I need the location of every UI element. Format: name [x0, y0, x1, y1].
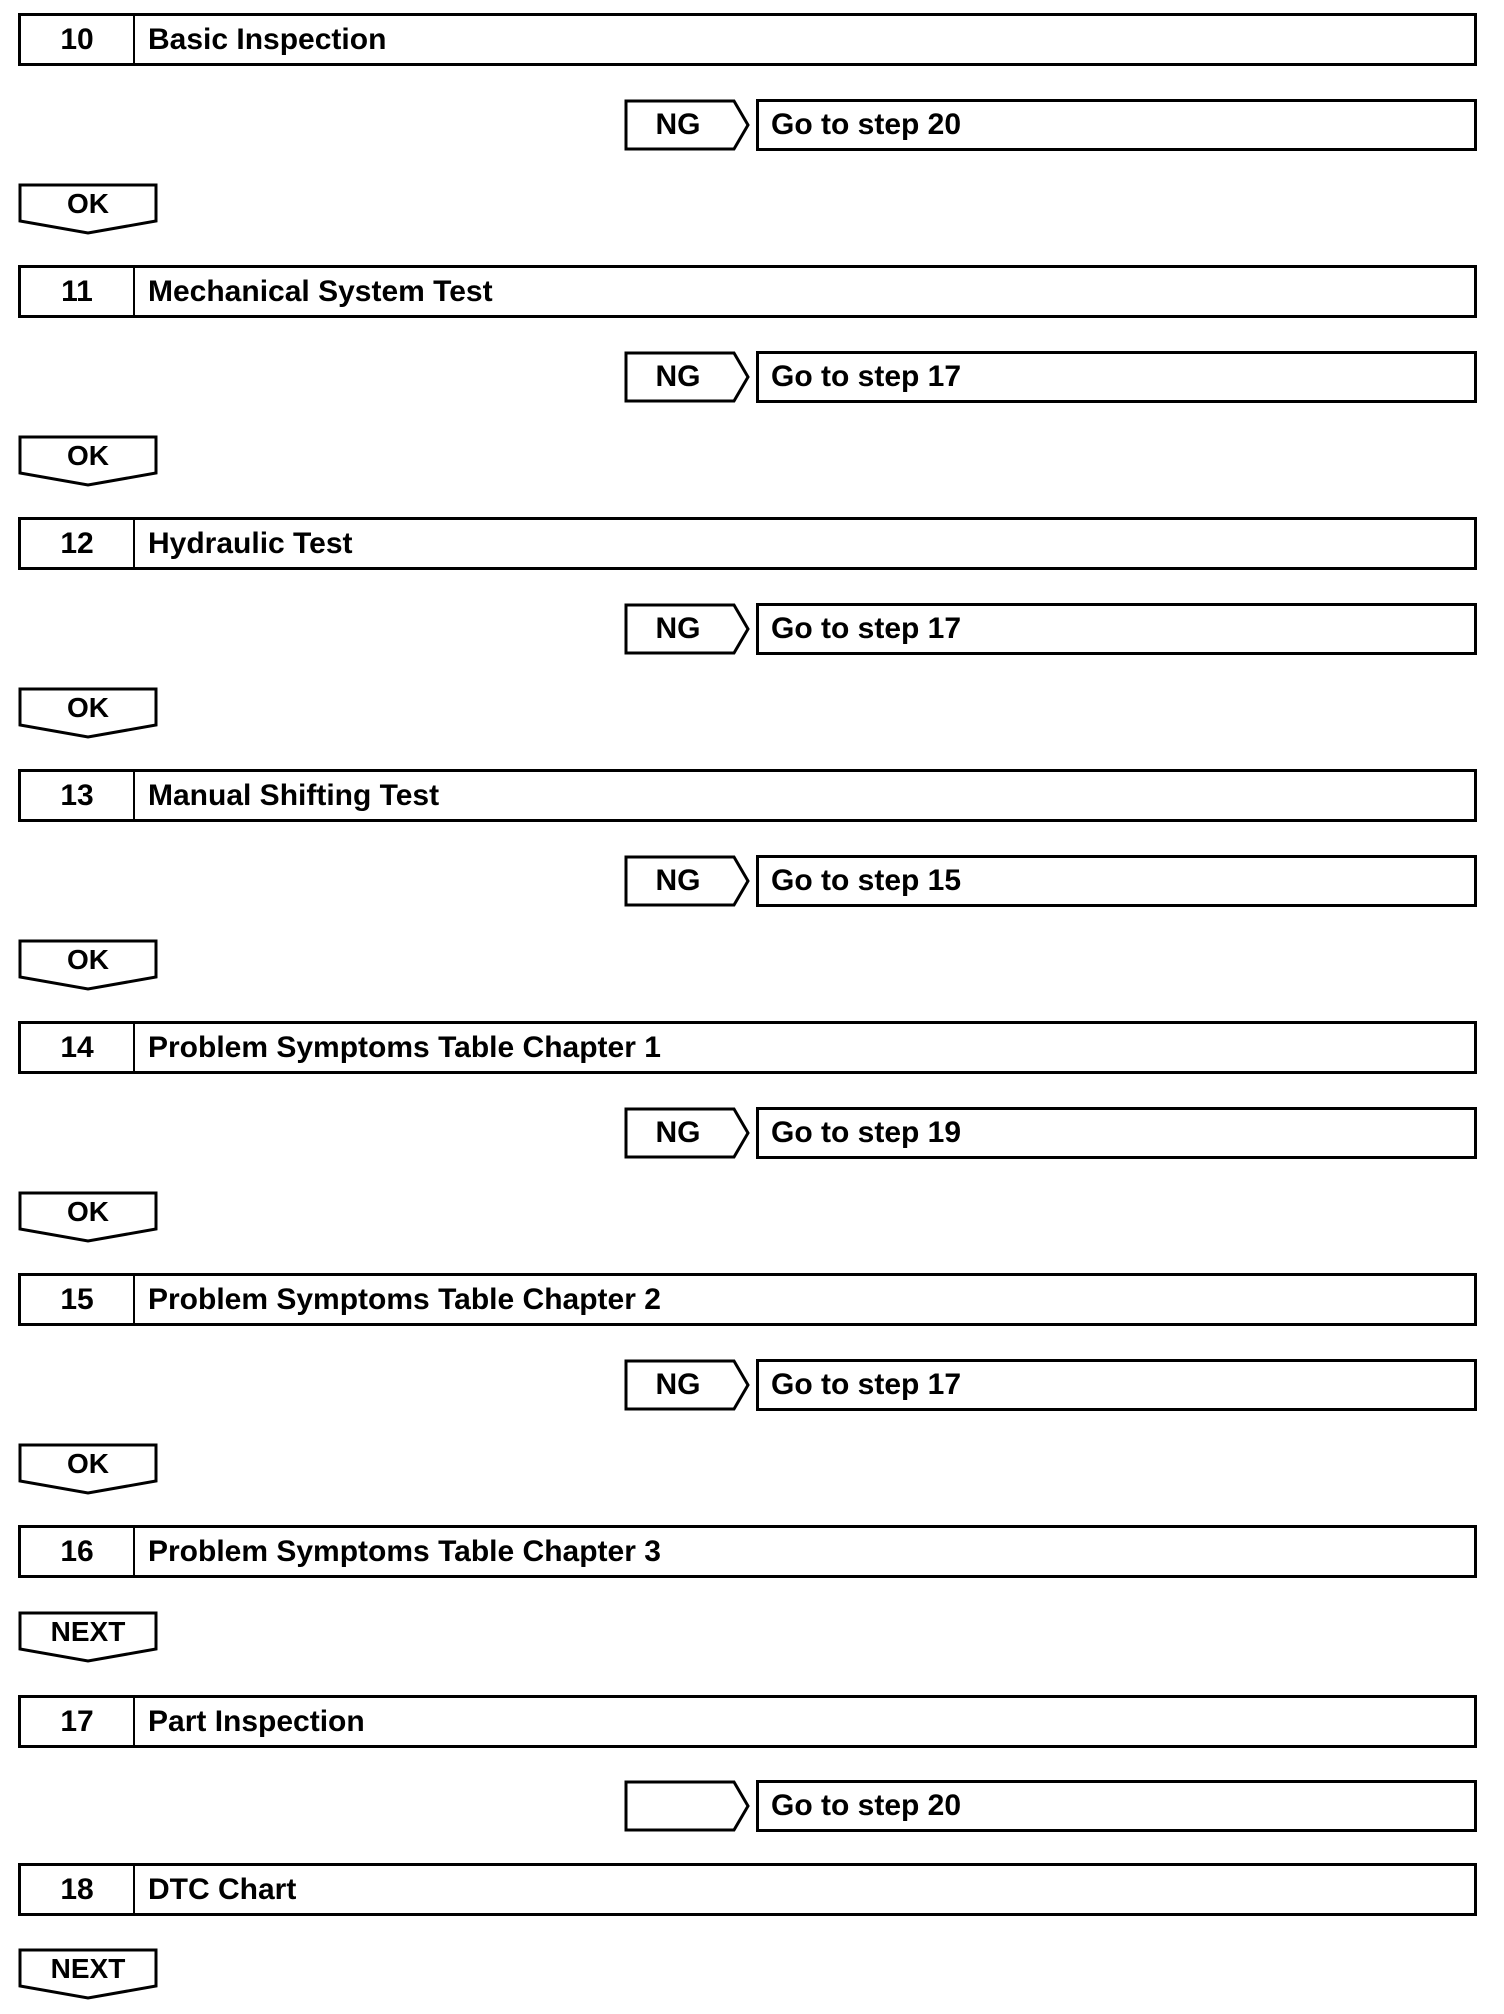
ng-branch-17[interactable] — [624, 1780, 750, 1832]
goto-step-link[interactable]: Go to step 17 — [756, 603, 1477, 655]
ng-branch-13[interactable] — [624, 855, 750, 907]
step-13-box — [18, 769, 1477, 822]
step-title: Basic Inspection — [148, 22, 387, 56]
ng-label: NG — [655, 360, 701, 393]
goto-step-link[interactable]: Go to step 17 — [756, 1359, 1477, 1411]
ng-branch-12[interactable] — [624, 603, 750, 655]
arrow-label: OK — [67, 1448, 109, 1479]
ok-arrow-12[interactable] — [18, 687, 158, 739]
goto-step-link[interactable]: Go to step 20 — [756, 99, 1477, 151]
step-11-box — [18, 265, 1477, 318]
step-12-box — [18, 517, 1477, 570]
step-title: Manual Shifting Test — [148, 778, 440, 812]
ng-branch-14[interactable] — [624, 1107, 750, 1159]
step-17-box — [18, 1695, 1477, 1748]
arrow-label: OK — [67, 944, 109, 975]
arrow-label: OK — [67, 692, 109, 723]
goto-step-link[interactable]: Go to step 17 — [756, 351, 1477, 403]
step-16-box — [18, 1525, 1477, 1578]
step-15-box — [18, 1273, 1477, 1326]
step-title: Hydraulic Test — [148, 526, 353, 560]
step-title: Problem Symptoms Table Chapter 3 — [148, 1534, 661, 1568]
goto-step-link[interactable]: Go to step 20 — [756, 1780, 1477, 1832]
ng-label: NG — [655, 864, 701, 897]
step-number: 18 — [21, 1866, 135, 1913]
step-number: 11 — [21, 268, 135, 315]
ng-arrow-icon — [624, 1780, 750, 1832]
step-number: 16 — [21, 1528, 135, 1575]
next-arrow-18[interactable] — [18, 1948, 158, 2000]
step-number: 13 — [21, 772, 135, 819]
ok-arrow-11[interactable] — [18, 435, 158, 487]
arrow-label: OK — [67, 1196, 109, 1227]
ok-arrow-15[interactable] — [18, 1443, 158, 1495]
ok-arrow-10[interactable] — [18, 183, 158, 235]
step-18-box — [18, 1863, 1477, 1916]
step-number: 12 — [21, 520, 135, 567]
ok-arrow-14[interactable] — [18, 1191, 158, 1243]
goto-step-link[interactable]: Go to step 15 — [756, 855, 1477, 907]
step-number: 17 — [21, 1698, 135, 1745]
arrow-label: NEXT — [50, 1953, 126, 1984]
ok-arrow-13[interactable] — [18, 939, 158, 991]
step-14-box — [18, 1021, 1477, 1074]
step-10-box — [18, 13, 1477, 66]
ng-label: NG — [655, 612, 701, 645]
step-title: Problem Symptoms Table Chapter 1 — [148, 1030, 661, 1064]
step-title: Problem Symptoms Table Chapter 2 — [148, 1282, 661, 1316]
ng-label: NG — [655, 108, 701, 141]
step-number: 15 — [21, 1276, 135, 1323]
ng-branch-15[interactable] — [624, 1359, 750, 1411]
ng-label: NG — [655, 1116, 701, 1149]
step-number: 10 — [21, 16, 135, 63]
goto-step-link[interactable]: Go to step 19 — [756, 1107, 1477, 1159]
step-number: 14 — [21, 1024, 135, 1071]
arrow-label: OK — [67, 440, 109, 471]
arrow-label: NEXT — [50, 1616, 126, 1647]
step-title: Part Inspection — [148, 1704, 365, 1738]
step-title: DTC Chart — [148, 1872, 297, 1906]
ng-branch-11[interactable] — [624, 351, 750, 403]
next-arrow-16[interactable] — [18, 1611, 158, 1663]
arrow-label: OK — [67, 188, 109, 219]
step-title: Mechanical System Test — [148, 274, 493, 308]
ng-branch-10[interactable] — [624, 99, 750, 151]
ng-label: NG — [655, 1368, 701, 1401]
